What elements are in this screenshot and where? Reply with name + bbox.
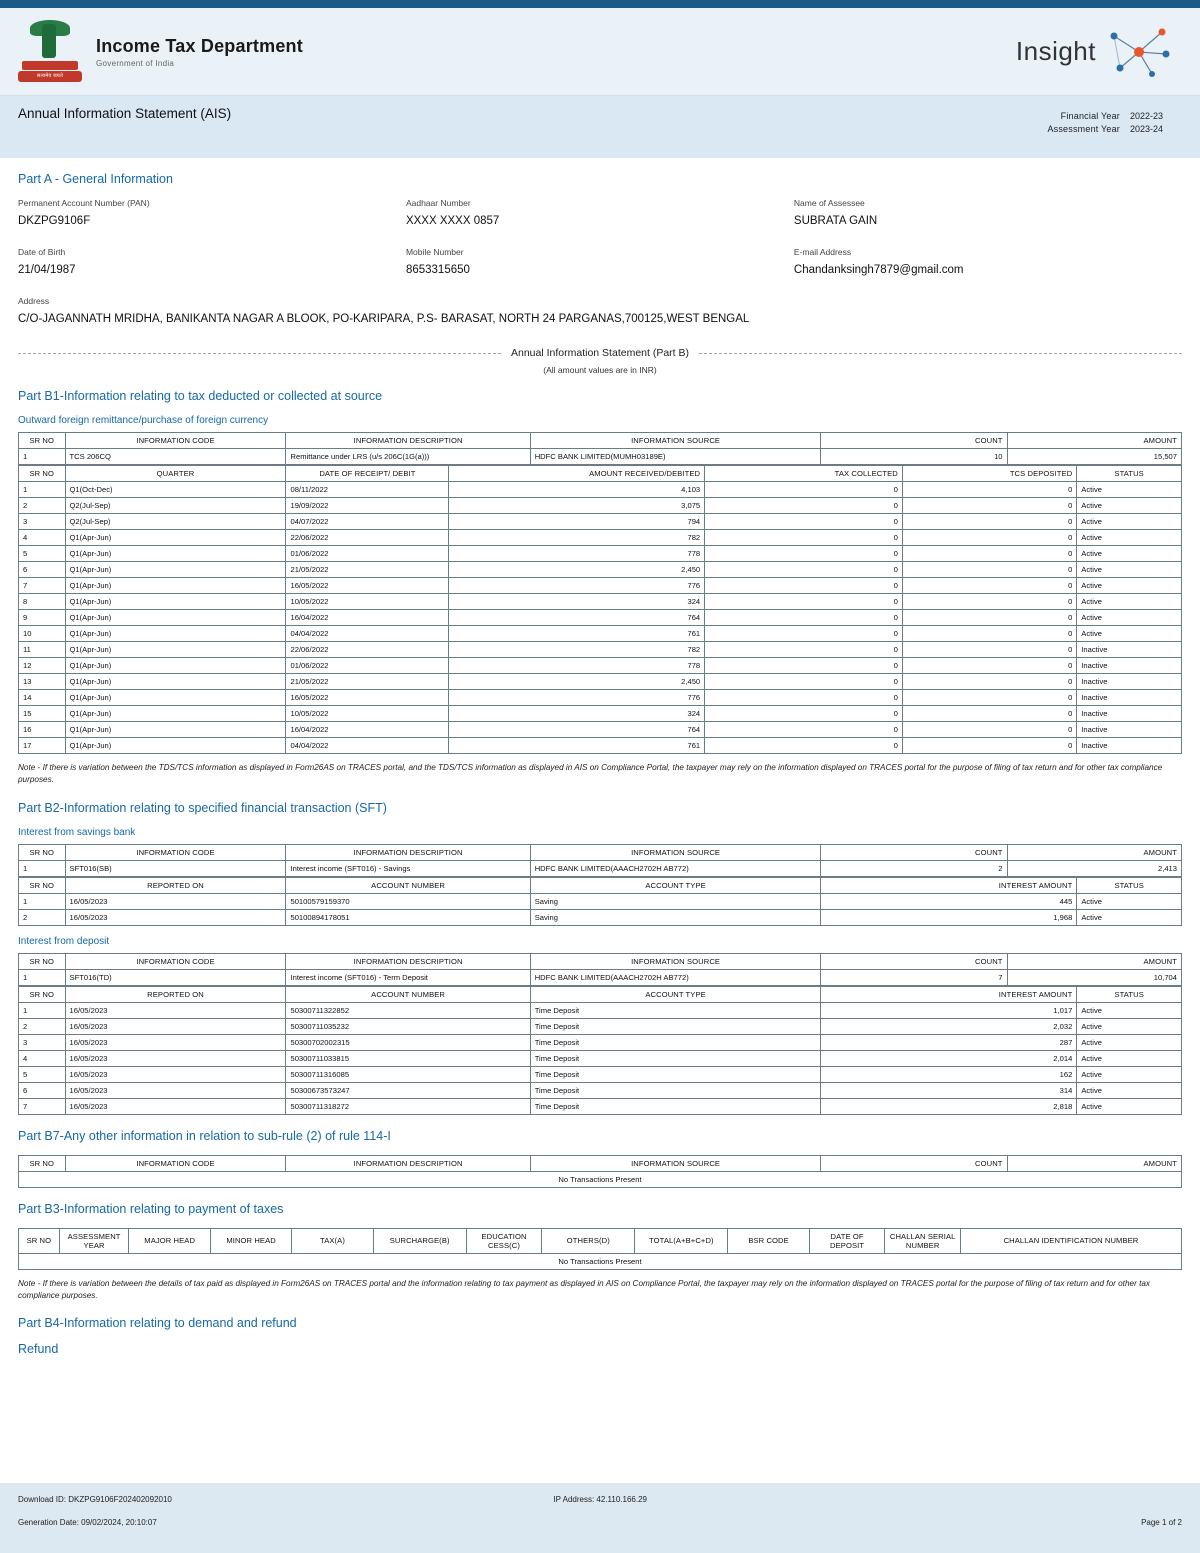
- part-b7-table: [18, 1155, 1182, 1188]
- generation-date: Generation Date: 09/02/2024, 20:10:07: [18, 1518, 157, 1527]
- col-status: STATUS: [1077, 466, 1182, 482]
- col-count: COUNT: [821, 953, 1007, 969]
- mobile-label: Mobile Number: [405, 247, 464, 257]
- table-row: 1 16/05/2023 50100579159370 Saving 445 Active: [19, 893, 1182, 909]
- col-reported-on: REPORTED ON: [65, 986, 286, 1002]
- part-b3-cols: [19, 1228, 1182, 1253]
- general-info-row-1: [18, 198, 1182, 227]
- col-account-number: ACCOUNT NUMBER: [286, 986, 530, 1002]
- year-info: [1047, 110, 1182, 136]
- col-sr-no: SR NO: [19, 986, 66, 1002]
- col-count: COUNT: [821, 433, 1007, 449]
- part-b-divider: [18, 347, 1182, 359]
- part-b7-cols: [19, 1155, 1182, 1171]
- table-row: 1 16/05/2023 50300711322852 Time Deposit 1,017 Active: [19, 1002, 1182, 1018]
- part-b1-note: Note - If there is variation between the TDS/TCS information as displayed in Form26AS on TRACES portal, and the TDS/TCS information as displayed in AIS on Compliance Portal, the taxpayer may rely on the information displayed on TRACES portal for the purpose of filing of tax return and for other tax compliance purposes.: [18, 763, 1163, 785]
- department-subtitle: Government of India: [96, 58, 175, 68]
- col-amount: AMOUNT: [1007, 953, 1181, 969]
- col-others: OTHERS(D): [542, 1228, 635, 1253]
- deposit-subheading: Interest from deposit: [18, 935, 110, 947]
- table-row: 7 16/05/2023 50300711318272 Time Deposit 2,818 Active: [19, 1098, 1182, 1114]
- ais-title-band: [0, 96, 1200, 158]
- part-b3-heading: Part B3-Information relating to payment of taxes: [18, 1201, 284, 1216]
- col-amount: AMOUNT: [1007, 844, 1181, 860]
- col-information-code: INFORMATION CODE: [65, 1155, 286, 1171]
- table-row: 2 16/05/2023 50100894178051 Saving 1,968 Active: [19, 909, 1182, 925]
- col-sr-no: SR NO: [19, 466, 66, 482]
- deposit-head-cols: [19, 953, 1182, 969]
- col-count: COUNT: [821, 1155, 1007, 1171]
- savings-subheading: Interest from savings bank: [18, 826, 136, 838]
- table-row: 9 Q1(Apr-Jun) 16/04/2022 764 0 0 Active: [19, 610, 1182, 626]
- financial-year-value: 2022-23: [1130, 111, 1164, 121]
- col-information-code: INFORMATION CODE: [65, 433, 286, 449]
- col-sr-no: SR NO: [19, 433, 66, 449]
- deposit-detail-cols: [19, 986, 1182, 1002]
- assessee-name-label: Name of Assessee: [793, 198, 865, 208]
- table-row: 4 Q1(Apr-Jun) 22/06/2022 782 0 0 Active: [19, 530, 1182, 546]
- financial-year-label: Financial Year: [1060, 111, 1120, 121]
- table-row: 7 Q1(Apr-Jun) 16/05/2022 776 0 0 Active: [19, 578, 1182, 594]
- col-sr-no: SR NO: [19, 1155, 66, 1171]
- department-title: Income Tax Department: [96, 35, 303, 56]
- col-count: COUNT: [821, 844, 1007, 860]
- col-information-source: INFORMATION SOURCE: [530, 953, 821, 969]
- insight-wordmark: Insight: [1015, 36, 1096, 66]
- assessment-year-value: 2023-24: [1130, 124, 1164, 135]
- table-row: 15 Q1(Apr-Jun) 10/05/2022 324 0 0 Inactive: [19, 706, 1182, 722]
- national-emblem-icon: [18, 20, 82, 84]
- col-challan-serial-number: CHALLAN SERIAL NUMBER: [885, 1228, 961, 1253]
- cell-amount: 15,507: [1007, 449, 1181, 465]
- table-row: 6 Q1(Apr-Jun) 21/05/2022 2,450 0 0 Active: [19, 562, 1182, 578]
- aadhaar-label: Aadhaar Number: [405, 198, 471, 208]
- mobile-value: 8653315650: [405, 264, 470, 276]
- col-account-number: ACCOUNT NUMBER: [286, 877, 530, 893]
- col-information-source: INFORMATION SOURCE: [530, 433, 821, 449]
- savings-head-cols: [19, 844, 1182, 860]
- deposit-summary-table: [18, 953, 1182, 986]
- col-account-type: ACCOUNT TYPE: [530, 986, 821, 1002]
- cell-information-code: TCS 206CQ: [65, 449, 286, 465]
- col-education-cess: EDUCATION CESS(C): [466, 1228, 542, 1253]
- table-row: 17 Q1(Apr-Jun) 04/04/2022 761 0 0 Inactive: [19, 738, 1182, 754]
- header-logo-band: [0, 8, 1200, 96]
- col-date-of-receipt: DATE OF RECEIPT/ DEBIT: [286, 466, 449, 482]
- pan-value: DKZPG9106F: [18, 215, 91, 227]
- savings-summary-table: [18, 844, 1182, 877]
- part-b3-table: [18, 1228, 1182, 1270]
- aadhaar-value: XXXX XXXX 0857: [405, 215, 500, 227]
- col-interest-amount: INTEREST AMOUNT: [821, 986, 1077, 1002]
- col-status: STATUS: [1077, 877, 1182, 893]
- cell-information-description: Remittance under LRS (u/s 206C(1G(a))): [286, 449, 530, 465]
- col-account-type: ACCOUNT TYPE: [530, 877, 821, 893]
- table-row: 2 16/05/2023 50300711035232 Time Deposit 2,032 Active: [19, 1018, 1182, 1034]
- col-information-description: INFORMATION DESCRIPTION: [286, 953, 530, 969]
- part-b1-head-cols: [19, 433, 1182, 449]
- col-information-source: INFORMATION SOURCE: [530, 844, 821, 860]
- col-assessment-year: ASSESSMENT YEAR: [59, 1228, 129, 1253]
- assessee-name-value: SUBRATA GAIN: [793, 215, 878, 227]
- col-surcharge: SURCHARGE(B): [373, 1228, 466, 1253]
- part-b3-note: Note - If there is variation between the details of tax paid as displayed in Form26AS on TRACES portal and the information relating to tax payment as displayed in AIS on Compliance Portal, the taxpayer may rely on the information displayed on TRACES portal for the purpose of filing of tax return and for other tax compliance purposes.: [18, 1278, 1150, 1300]
- no-transactions-text: No Transactions Present: [19, 1171, 1182, 1187]
- part-a-heading: Part A - General Information: [18, 172, 173, 186]
- col-total: TOTAL(A+B+C+D): [635, 1228, 728, 1253]
- cell-sr-no: 1: [19, 449, 66, 465]
- part-b1-heading: Part B1-Information relating to tax deducted or collected at source: [18, 389, 383, 403]
- savings-detail-cols: [19, 877, 1182, 893]
- table-row: 1 Q1(Oct-Dec) 08/11/2022 4,103 0 0 Active: [19, 482, 1182, 498]
- page-footer: [0, 1483, 1200, 1553]
- cell-count: 10: [821, 449, 1007, 465]
- divider-line-right: [699, 353, 1182, 354]
- assessment-year-label: Assessment Year: [1047, 124, 1120, 135]
- col-sr-no: SR NO: [19, 1228, 60, 1253]
- table-row: 1 SFT016(SB) Interest income (SFT016) - Savings HDFC BANK LIMITED(AAACH2702H AB772) 2 2,413: [19, 860, 1182, 876]
- table-row: 16 Q1(Apr-Jun) 16/04/2022 764 0 0 Inactive: [19, 722, 1182, 738]
- part-b1-detail-table: [18, 465, 1182, 754]
- divider-line-left: [18, 353, 501, 354]
- general-info-row-2: [18, 247, 1182, 276]
- col-minor-head: MINOR HEAD: [210, 1228, 291, 1253]
- col-information-code: INFORMATION CODE: [65, 844, 286, 860]
- col-challan-identification-number: CHALLAN IDENTIFICATION NUMBER: [960, 1228, 1181, 1253]
- table-row: 5 16/05/2023 50300711316085 Time Deposit 162 Active: [19, 1066, 1182, 1082]
- table-row: 14 Q1(Apr-Jun) 16/05/2022 776 0 0 Inactive: [19, 690, 1182, 706]
- col-bsr-code: BSR CODE: [728, 1228, 809, 1253]
- table-row: 6 16/05/2023 50300673573247 Time Deposit 314 Active: [19, 1082, 1182, 1098]
- address-block: [18, 296, 1182, 325]
- table-row: 5 Q1(Apr-Jun) 01/06/2022 778 0 0 Active: [19, 546, 1182, 562]
- part-b7-heading: Part B7-Any other information in relation to sub-rule (2) of rule 114-I: [18, 1128, 391, 1143]
- table-row: 4 16/05/2023 50300711033815 Time Deposit 2,014 Active: [19, 1050, 1182, 1066]
- email-label: E-mail Address: [793, 247, 852, 257]
- col-amount-received: AMOUNT RECEIVED/DEBITED: [449, 466, 705, 482]
- pan-label: Permanent Account Number (PAN): [18, 198, 150, 208]
- address-value: C/O-JAGANNATH MRIDHA, BANIKANTA NAGAR A BLOOK, PO-KARIPARA, P.S- BARASAT, NORTH 24 PARGANAS,700125,WEST BENGAL: [18, 313, 750, 325]
- table-row: 3 16/05/2023 50300702002315 Time Deposit 287 Active: [19, 1034, 1182, 1050]
- col-tax: TAX(A): [292, 1228, 373, 1253]
- col-quarter: QUARTER: [65, 466, 286, 482]
- table-row: [19, 449, 1182, 465]
- table-row: 12 Q1(Apr-Jun) 01/06/2022 778 0 0 Inactive: [19, 658, 1182, 674]
- deposit-detail-table: [18, 986, 1182, 1115]
- col-sr-no: SR NO: [19, 844, 66, 860]
- insight-network-icon: [1106, 24, 1172, 80]
- emblem-motto: सत्यमेव जयते: [18, 71, 82, 82]
- col-sr-no: SR NO: [19, 877, 66, 893]
- col-sr-no: SR NO: [19, 953, 66, 969]
- col-amount: AMOUNT: [1007, 1155, 1181, 1171]
- col-information-description: INFORMATION DESCRIPTION: [286, 844, 530, 860]
- no-transactions-text: No Transactions Present: [19, 1253, 1182, 1269]
- table-row-empty: [19, 1253, 1182, 1269]
- page-title: Annual Information Statement (AIS): [18, 106, 232, 121]
- address-label: Address: [18, 296, 50, 306]
- part-b4-heading: Part B4-Information relating to demand and refund: [18, 1316, 297, 1331]
- col-interest-amount: INTEREST AMOUNT: [821, 877, 1077, 893]
- col-amount: AMOUNT: [1007, 433, 1181, 449]
- part-b1-table: [18, 432, 1182, 465]
- col-information-description: INFORMATION DESCRIPTION: [286, 433, 530, 449]
- dob-label: Date of Birth: [18, 247, 66, 257]
- part-b2-heading: Part B2-Information relating to specified financial transaction (SFT): [18, 800, 387, 815]
- table-row: 13 Q1(Apr-Jun) 21/05/2022 2,450 0 0 Inactive: [19, 674, 1182, 690]
- table-row: 11 Q1(Apr-Jun) 22/06/2022 782 0 0 Inactive: [19, 642, 1182, 658]
- part-b1-subheading: Outward foreign remittance/purchase of foreign currency: [18, 415, 269, 426]
- table-row: 1 SFT016(TD) Interest income (SFT016) - Term Deposit HDFC BANK LIMITED(AAACH2702H AB772) 7 10,704: [19, 969, 1182, 985]
- email-value: Chandanksingh7879@gmail.com: [793, 264, 964, 276]
- col-major-head: MAJOR HEAD: [129, 1228, 210, 1253]
- download-id: Download ID: DKZPG9106F202402092010: [18, 1495, 172, 1504]
- table-row: 10 Q1(Apr-Jun) 04/04/2022 761 0 0 Active: [19, 626, 1182, 642]
- part-b-divider-text: Annual Information Statement (Part B): [511, 347, 690, 359]
- cell-information-source: HDFC BANK LIMITED(MUMH03189E): [530, 449, 821, 465]
- refund-subheading: Refund: [18, 1342, 59, 1357]
- col-information-code: INFORMATION CODE: [65, 953, 286, 969]
- top-accent-bar: [0, 0, 1200, 8]
- part-b1-detail-cols: [19, 466, 1182, 482]
- amount-unit-note: (All amount values are in INR): [543, 365, 657, 375]
- col-reported-on: REPORTED ON: [65, 877, 286, 893]
- ip-address: IP Address: 42.110.166.29: [553, 1495, 647, 1504]
- col-tcs-deposited: TCS DEPOSITED: [902, 466, 1076, 482]
- table-row-empty: [19, 1171, 1182, 1187]
- col-date-of-deposit: DATE OF DEPOSIT: [809, 1228, 885, 1253]
- col-information-description: INFORMATION DESCRIPTION: [286, 1155, 530, 1171]
- dob-value: 21/04/1987: [18, 264, 76, 276]
- table-row: 3 Q2(Jul-Sep) 04/07/2022 794 0 0 Active: [19, 514, 1182, 530]
- table-row: 2 Q2(Jul-Sep) 19/09/2022 3,075 0 0 Active: [19, 498, 1182, 514]
- table-row: 8 Q1(Apr-Jun) 10/05/2022 324 0 0 Active: [19, 594, 1182, 610]
- col-status: STATUS: [1077, 986, 1182, 1002]
- savings-detail-table: [18, 877, 1182, 926]
- col-tax-collected: TAX COLLECTED: [705, 466, 903, 482]
- page-number: Page 1 of 2: [1141, 1518, 1182, 1527]
- col-information-source: INFORMATION SOURCE: [530, 1155, 821, 1171]
